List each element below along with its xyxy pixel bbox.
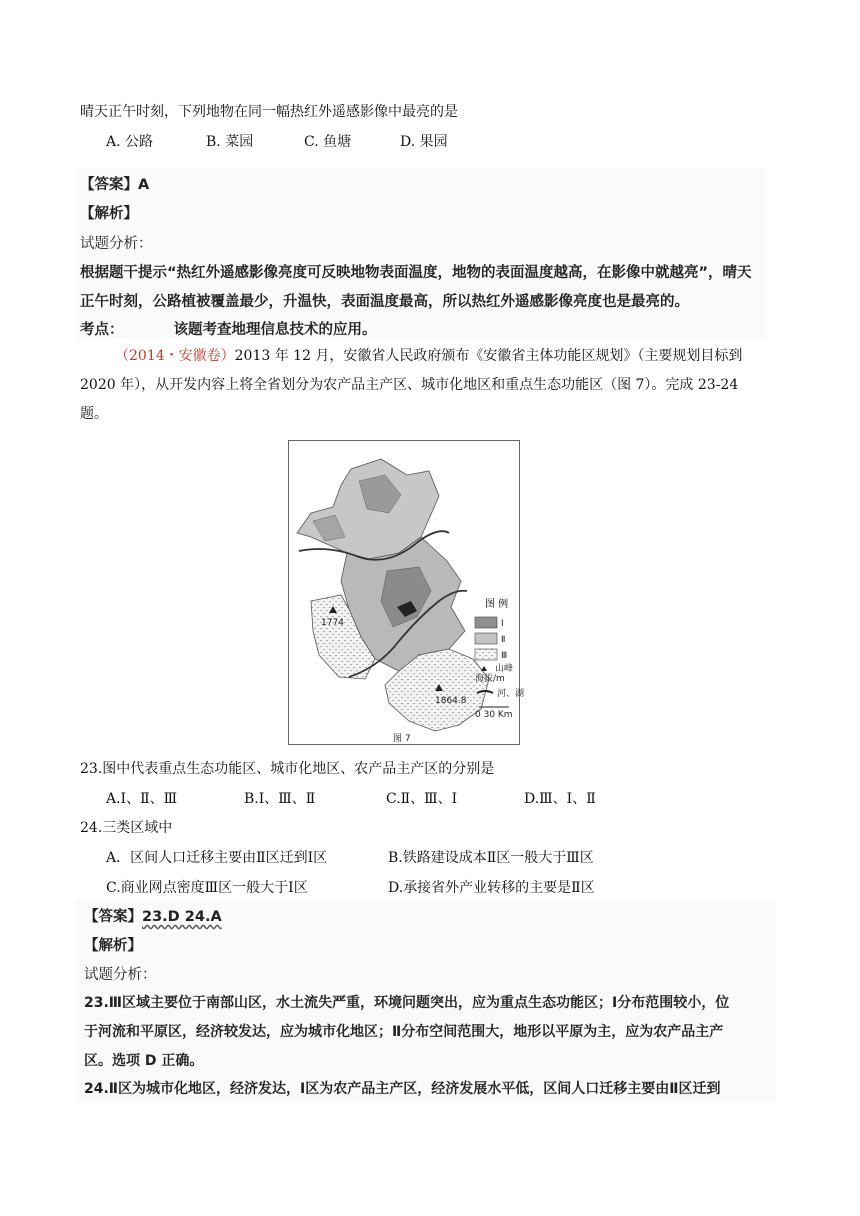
anhui-map [289, 441, 525, 744]
question-22-options [106, 132, 448, 152]
intro-line-2: 2020 年），从开发内容上将全省划分为农产品主产区、城市化地区和重点生态功能区（图 7）。完成 23-24 [80, 377, 739, 393]
analysis-line-4: 24.Ⅱ区为城市化地区，经济发达，Ⅰ区为农产品主产区，经济发展水平低，区间人口迁移主要由Ⅱ区迁到 [84, 1081, 721, 1097]
analysis-line-1: 23.Ⅲ区域主要位于南部山区，水土流失严重，环境问题突出，应为重点生态功能区；Ⅰ分布范围较小，位 [84, 995, 730, 1011]
intro-text-1: 2013 年 12 月，安徽省人民政府颁布《安徽省主体功能区规划》（主要规划目标到 [234, 348, 743, 364]
option-c: C. 鱼塘 [304, 134, 352, 150]
question-24-option-a: A．区间人口迁移主要由Ⅱ区迁到Ⅰ区 [106, 850, 328, 866]
legend-river: 河、湖 [497, 689, 525, 699]
exam-point-text: 该题考查地理信息技术的应用。 [173, 322, 377, 338]
analysis-line-1: 根据题干提示“热红外遥感影像亮度可反映地物表面温度，地物的表面温度越高，在影像中就越亮”，晴天 [80, 265, 752, 281]
peak-1-label: 1774 [321, 618, 344, 628]
legend-peak-unit: 海拔/m [475, 674, 505, 684]
option-b: B.Ⅰ、Ⅲ、Ⅱ [244, 791, 316, 807]
answer-label: 【答案】 [80, 177, 138, 193]
question-24-option-c: C.商业网点密度Ⅲ区一般大于Ⅰ区 [106, 880, 308, 896]
legend-peak: 山峰 [495, 664, 514, 674]
analysis-label: 【解析】 [84, 938, 142, 954]
legend-item-i: Ⅰ [501, 619, 504, 629]
analysis-line-3: 区。选项 D 正确。 [84, 1053, 204, 1069]
analysis-line-2: 正午时刻，公路植被覆盖最少，升温快，表面温度最高，所以热红外遥感影像亮度也是最亮的。 [80, 294, 689, 310]
option-a: A. 公路 [106, 134, 154, 150]
source-tag: （2014・安徽卷） [115, 348, 235, 364]
answer-2 [84, 905, 222, 926]
answer-value: 23.D 24.A [142, 909, 222, 925]
legend-item-iii: Ⅲ [501, 651, 508, 661]
question-23-stem: 23.图中代表重点生态功能区、城市化地区、农产品主产区的分别是 [80, 761, 495, 777]
intro-line-1 [115, 346, 742, 366]
analysis-head: 试题分析： [80, 236, 153, 252]
map-figure-7 [288, 440, 525, 745]
question-23-options [106, 789, 596, 809]
peak-2-label: 1864.8 [435, 696, 467, 706]
answer-value: A [138, 177, 150, 193]
option-d: D. 果园 [400, 134, 448, 150]
question-24-option-d: D.承接省外产业转移的主要是Ⅱ区 [388, 880, 595, 896]
answer-label: 【答案】 [84, 909, 142, 925]
option-a: A.Ⅰ、Ⅱ、Ⅲ [106, 791, 178, 807]
answer-1 [80, 173, 149, 194]
legend-title: 图 例 [485, 599, 509, 610]
figure-caption: 图 7 [393, 734, 411, 744]
exam-point [80, 318, 377, 339]
intro-line-3: 题。 [80, 406, 108, 422]
legend-scale: 0 30 Km [475, 710, 513, 720]
answer-block-1 [76, 168, 766, 338]
question-22-stem: 晴天正午时刻，下列地物在同一幅热红外遥感影像中最亮的是 [80, 104, 458, 120]
analysis-head: 试题分析： [84, 967, 157, 983]
analysis-line-2: 于河流和平原区，经济较发达，应为城市化地区；Ⅱ分布空间范围大，地形以平原为主，应为农产品主产 [84, 1024, 724, 1040]
option-c: C.Ⅱ、Ⅲ、Ⅰ [386, 791, 458, 807]
question-24-stem: 24.三类区域中 [80, 820, 173, 836]
exam-point-label: 考点： [80, 322, 124, 338]
option-d: D.Ⅲ、Ⅰ、Ⅱ [524, 791, 596, 807]
legend-item-ii: Ⅱ [501, 635, 506, 645]
analysis-label: 【解析】 [80, 206, 138, 222]
question-24-option-b: B.铁路建设成本Ⅱ区一般大于Ⅲ区 [388, 850, 594, 866]
option-b: B. 菜园 [206, 134, 254, 150]
peak-legend-icon [481, 666, 487, 671]
